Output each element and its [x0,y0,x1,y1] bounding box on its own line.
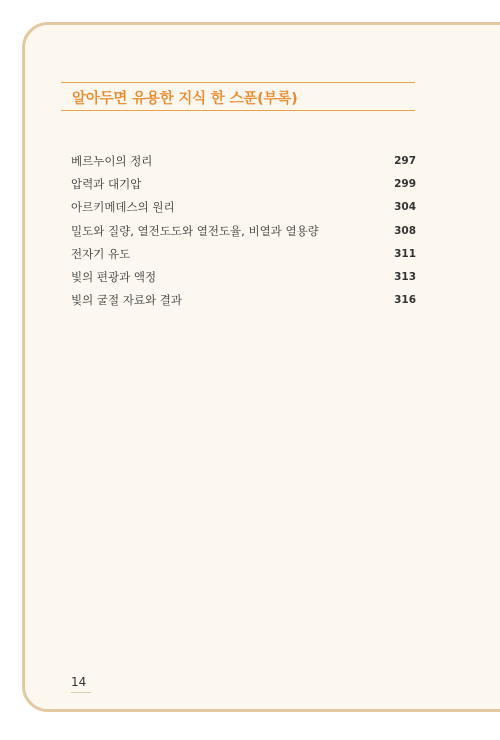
toc-entry-page: 304 [394,201,416,214]
section-rule-top [61,82,415,83]
toc-entry[interactable] [71,242,416,265]
page-frame [22,22,500,712]
toc-entry-title: 빛의 굴절 자료와 결과 [71,293,182,308]
toc-entry-title: 아르키메데스의 원리 [71,200,175,215]
page-number: 14 [71,675,87,689]
table-of-contents [71,149,416,312]
toc-entry-title: 밀도와 질량, 열전도도와 열전도율, 비열과 열용량 [71,223,319,238]
toc-entry-page: 316 [394,294,416,307]
toc-entry[interactable] [71,289,416,312]
toc-entry-title: 전자기 유도 [71,246,131,261]
toc-entry[interactable] [71,149,416,172]
toc-entry-title: 베르누이의 정리 [71,153,153,168]
toc-entry-page: 297 [394,154,416,167]
toc-entry-title: 압력과 대기압 [71,176,142,191]
section-rule-bottom [61,110,415,111]
section-title: 알아두면 유용한 지식 한 스푼(부록) [72,91,298,107]
toc-entry-page: 308 [394,224,416,237]
toc-entry[interactable] [71,172,416,195]
toc-entry-page: 311 [394,247,416,260]
toc-entry-page: 313 [394,271,416,284]
page-number-rule [71,692,91,693]
toc-entry[interactable] [71,219,416,242]
toc-entry-page: 299 [394,177,416,190]
toc-entry[interactable] [71,265,416,288]
toc-entry[interactable] [71,196,416,219]
toc-entry-title: 빛의 편광과 액정 [71,270,157,285]
